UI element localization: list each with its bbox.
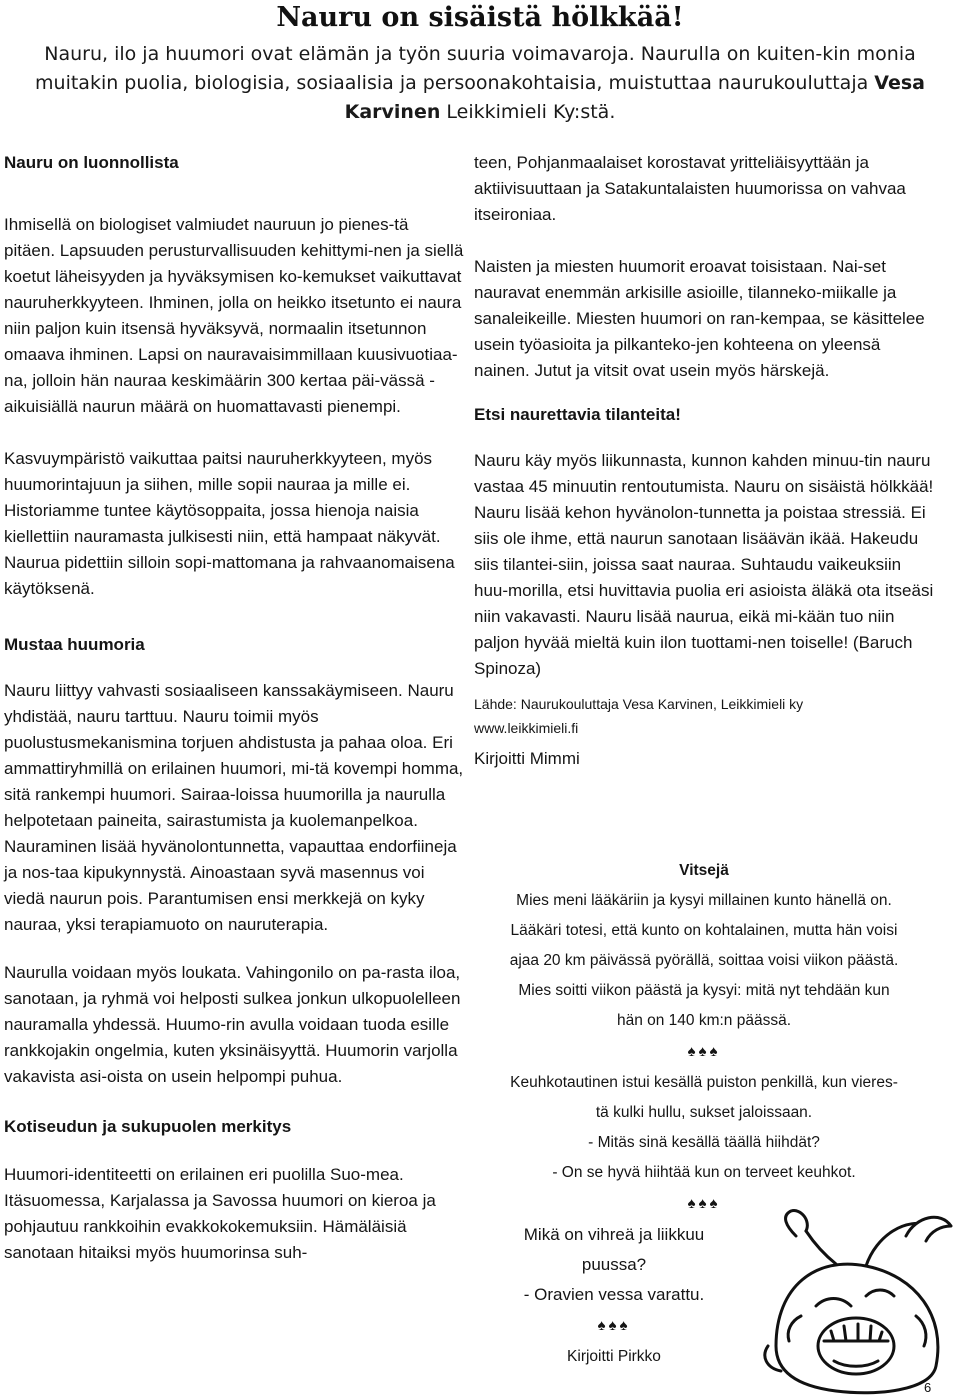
right-column (474, 150, 934, 772)
spade-divider-icon: ♠♠♠ (687, 1195, 721, 1212)
joke-1-line-3: ajaa 20 km päivässä pyörällä, soittaa voisi viikon päästä. (509, 952, 899, 969)
page-number: 6 (924, 1380, 932, 1395)
joke-1-line-4: Mies soitti viikon päästä ja kysyi: mitä nyt tehdään kun (518, 982, 890, 999)
joke-2-line-3: - Mitäs sinä kesällä täällä hiihdät? (588, 1134, 820, 1151)
paragraph-biology: Ihmisellä on biologiset valmiudet nauruun jo pienes-tä pitäen. Lapsuuden perusturvallisuuden kehittymi-nen ja siellä koetut läheisyyden ja hyväksymisen ko-kemukset vaikuttavat nauruherkkyyteen. Ihminen, jolla on heikko itsetunto ei naura niin paljon kuin itsensä hyväksyvä, normaalin itsetunnon omaava ihminen. Lapsi on nauravaisimmillaan kuusivuotiaa-na, jolloin hän nauraa keskimäärin 300 kertaa päi-vässä - aikuisiällä naurun määrä on huomattavasti pienempi. (4, 215, 464, 416)
paragraph-exercise: Nauru käy myös liikunnasta, kunnon kahden minuu-tin nauru vastaa 45 minuutin rentoutumista. Nauru on sisäistä hölkkää! Nauru lisää kehon hyvänolon-tunnetta ja poistaa stressiä. Ei siis ole ihme, että naurun sanotaan lisäävän ikää. Hakeudu siis tilantei-siin, joissa saat nauraa. Suhtaudu vaikeuksiin huu-morilla, etsi huvittavia puolia eri asioista äläkä ota itseäsi niin vakavasti. Nauru lisää naurua, eikä mi-kään tuo niin paljon hyvää mieltä kuin ilon tuottami-nen toiselle! (Baruch Spinoza) (474, 451, 934, 678)
joke-1-line-1: Mies meni lääkäriin ja kysyi millainen kunto hänellä on. (516, 892, 892, 909)
source-url: www.leikkimieli.fi (474, 720, 579, 736)
source-line: Lähde: Naurukouluttaja Vesa Karvinen, Leikkimieli ky (474, 696, 804, 712)
joke-3 (464, 1220, 764, 1372)
section-heading-region-gender: Kotiseudun ja sukupuolen merkitys (4, 1117, 292, 1136)
section-heading-natural: Nauru on luonnollista (4, 153, 179, 172)
joke-2-line-2: tä kulki hullu, sukset jaloissaan. (595, 1104, 813, 1121)
joke-2-line-1: Keuhkotautinen istui kesällä puiston penkillä, kun vieres- (510, 1074, 898, 1091)
intro-author-name: Vesa Karvinen (344, 72, 925, 123)
intro-text: Nauru, ilo ja huumori ovat elämän ja työn suuria voimavaroja. Naurulla on kuiten-kin monia muitakin puolia, biologisia, sosiaalisia ja persoonakohtaisia, muistuttaa naurukouluttaja (35, 43, 916, 94)
left-column (4, 150, 464, 1266)
paragraph-gender: Naisten ja miesten huumorit eroavat toisistaan. Nai-set nauravat enemmän arkisille asioille, tilanneko-miikalle ja sanaleikeille. Miesten huumori on ran-kempaa, se käsittelee usein työasioita ja pilkanteko-jen kohteena on yleensä nainen. Jutut ja vitsit ovat usein myös härskejä. (474, 257, 925, 380)
paragraph-regions: Huumori-identiteetti on erilainen eri puolilla Suo-mea. Itäsuomessa, Karjalassa ja Savossa huumori on kieroa ja pohjautuu rankkoihin evakkokokemuksiin. Hämäläisiä sanotaan hitaiksi myös huumorinsa suh- (4, 1165, 436, 1262)
section-heading-black-humour: Mustaa huumoria (4, 635, 145, 654)
author-pirkko: Kirjoitti Pirkko (567, 1348, 661, 1365)
joke-1-line-5: hän on 140 km:n päässä. (616, 1012, 792, 1029)
spade-divider-icon: ♠♠♠ (597, 1317, 631, 1334)
spade-divider-icon: ♠♠♠ (687, 1043, 721, 1060)
paragraph-hurt: Naurulla voidaan myös loukata. Vahingonilo on pa-rasta iloa, sanotaan, ja ryhmä voi helposti sulkea jonkun ulkopuolelleen nauramalla yhdessä. Huumo-rin avulla voidaan tuoda esille rankkojakin ongelmia, kuten yksinäisyyttä. Huumorin varjolla vakavista asi-oista on usein helpompi puhua. (4, 963, 461, 1086)
jokes-title: Vitsejä (679, 862, 729, 879)
paragraph-regions-cont: teen, Pohjanmaalaiset korostavat yritteliäisyyttään ja aktiivisuuttaan ja Satakuntalaisten huumorissa on vahvaa itseironiaa. (474, 153, 906, 224)
author-mimmi: Kirjoitti Mimmi (474, 749, 580, 768)
intro-paragraph (20, 40, 940, 127)
intro-text-end: Leikkimieli Ky:stä. (440, 101, 616, 123)
paragraph-environment: Kasvuympäristö vaikuttaa paitsi nauruherkkyyteen, myös huumorintajuun ja siihen, mille sopii nauraa ja mille ei. Historiamme tuntee käytösoppaita, jossa hienoja naisia kiellettiin nauramasta julkisesti niin, että hampaat näkyvät. Naurua pidettiin silloin sopi-mattomana ja rahvaanomaisena käytöksenä. (4, 449, 455, 598)
joke-3-line-1: Mikä on vihreä ja liikkuu (523, 1225, 705, 1244)
laughing-figure-illustration (756, 1196, 956, 1396)
joke-3-line-3: - Oravien vessa varattu. (523, 1285, 705, 1304)
joke-2-line-4: - On se hyvä hiihtää kun on terveet keuhkot. (552, 1164, 856, 1181)
page-title: Nauru on sisäistä hölkkää! (276, 2, 684, 33)
section-heading-funny-situations: Etsi naurettavia tilanteita! (474, 405, 681, 424)
joke-3-line-2: puussa? (581, 1255, 647, 1274)
joke-1-line-2: Lääkäri totesi, että kunto on kohtalainen, mutta hän voisi (510, 922, 898, 939)
paragraph-social: Nauru liittyy vahvasti sosiaaliseen kanssakäymiseen. Nauru yhdistää, nauru tarttuu. Nauru toimii myös puolustusmekanismina torjuen ahdistusta ja pahaa oloa. Eri ammattiryhmillä on erilainen huumori, mi-tä kovempi homma, sitä rankempi huumori. Sairaa-loissa huumorilla ja naurulla helpotetaan paineita, sairastumista ja kuolemanpelkoa. Nauraminen lisää hyvänolontunnetta, vapauttaa endorfiineja ja nos-taa kipukynnystä. Ainoastaan syvä masennus voi viedä naurun pois. Parantumisen ensi merkkejä on kyky nauraa, yksi terapiamuoto on nauruterapia. (4, 681, 464, 934)
